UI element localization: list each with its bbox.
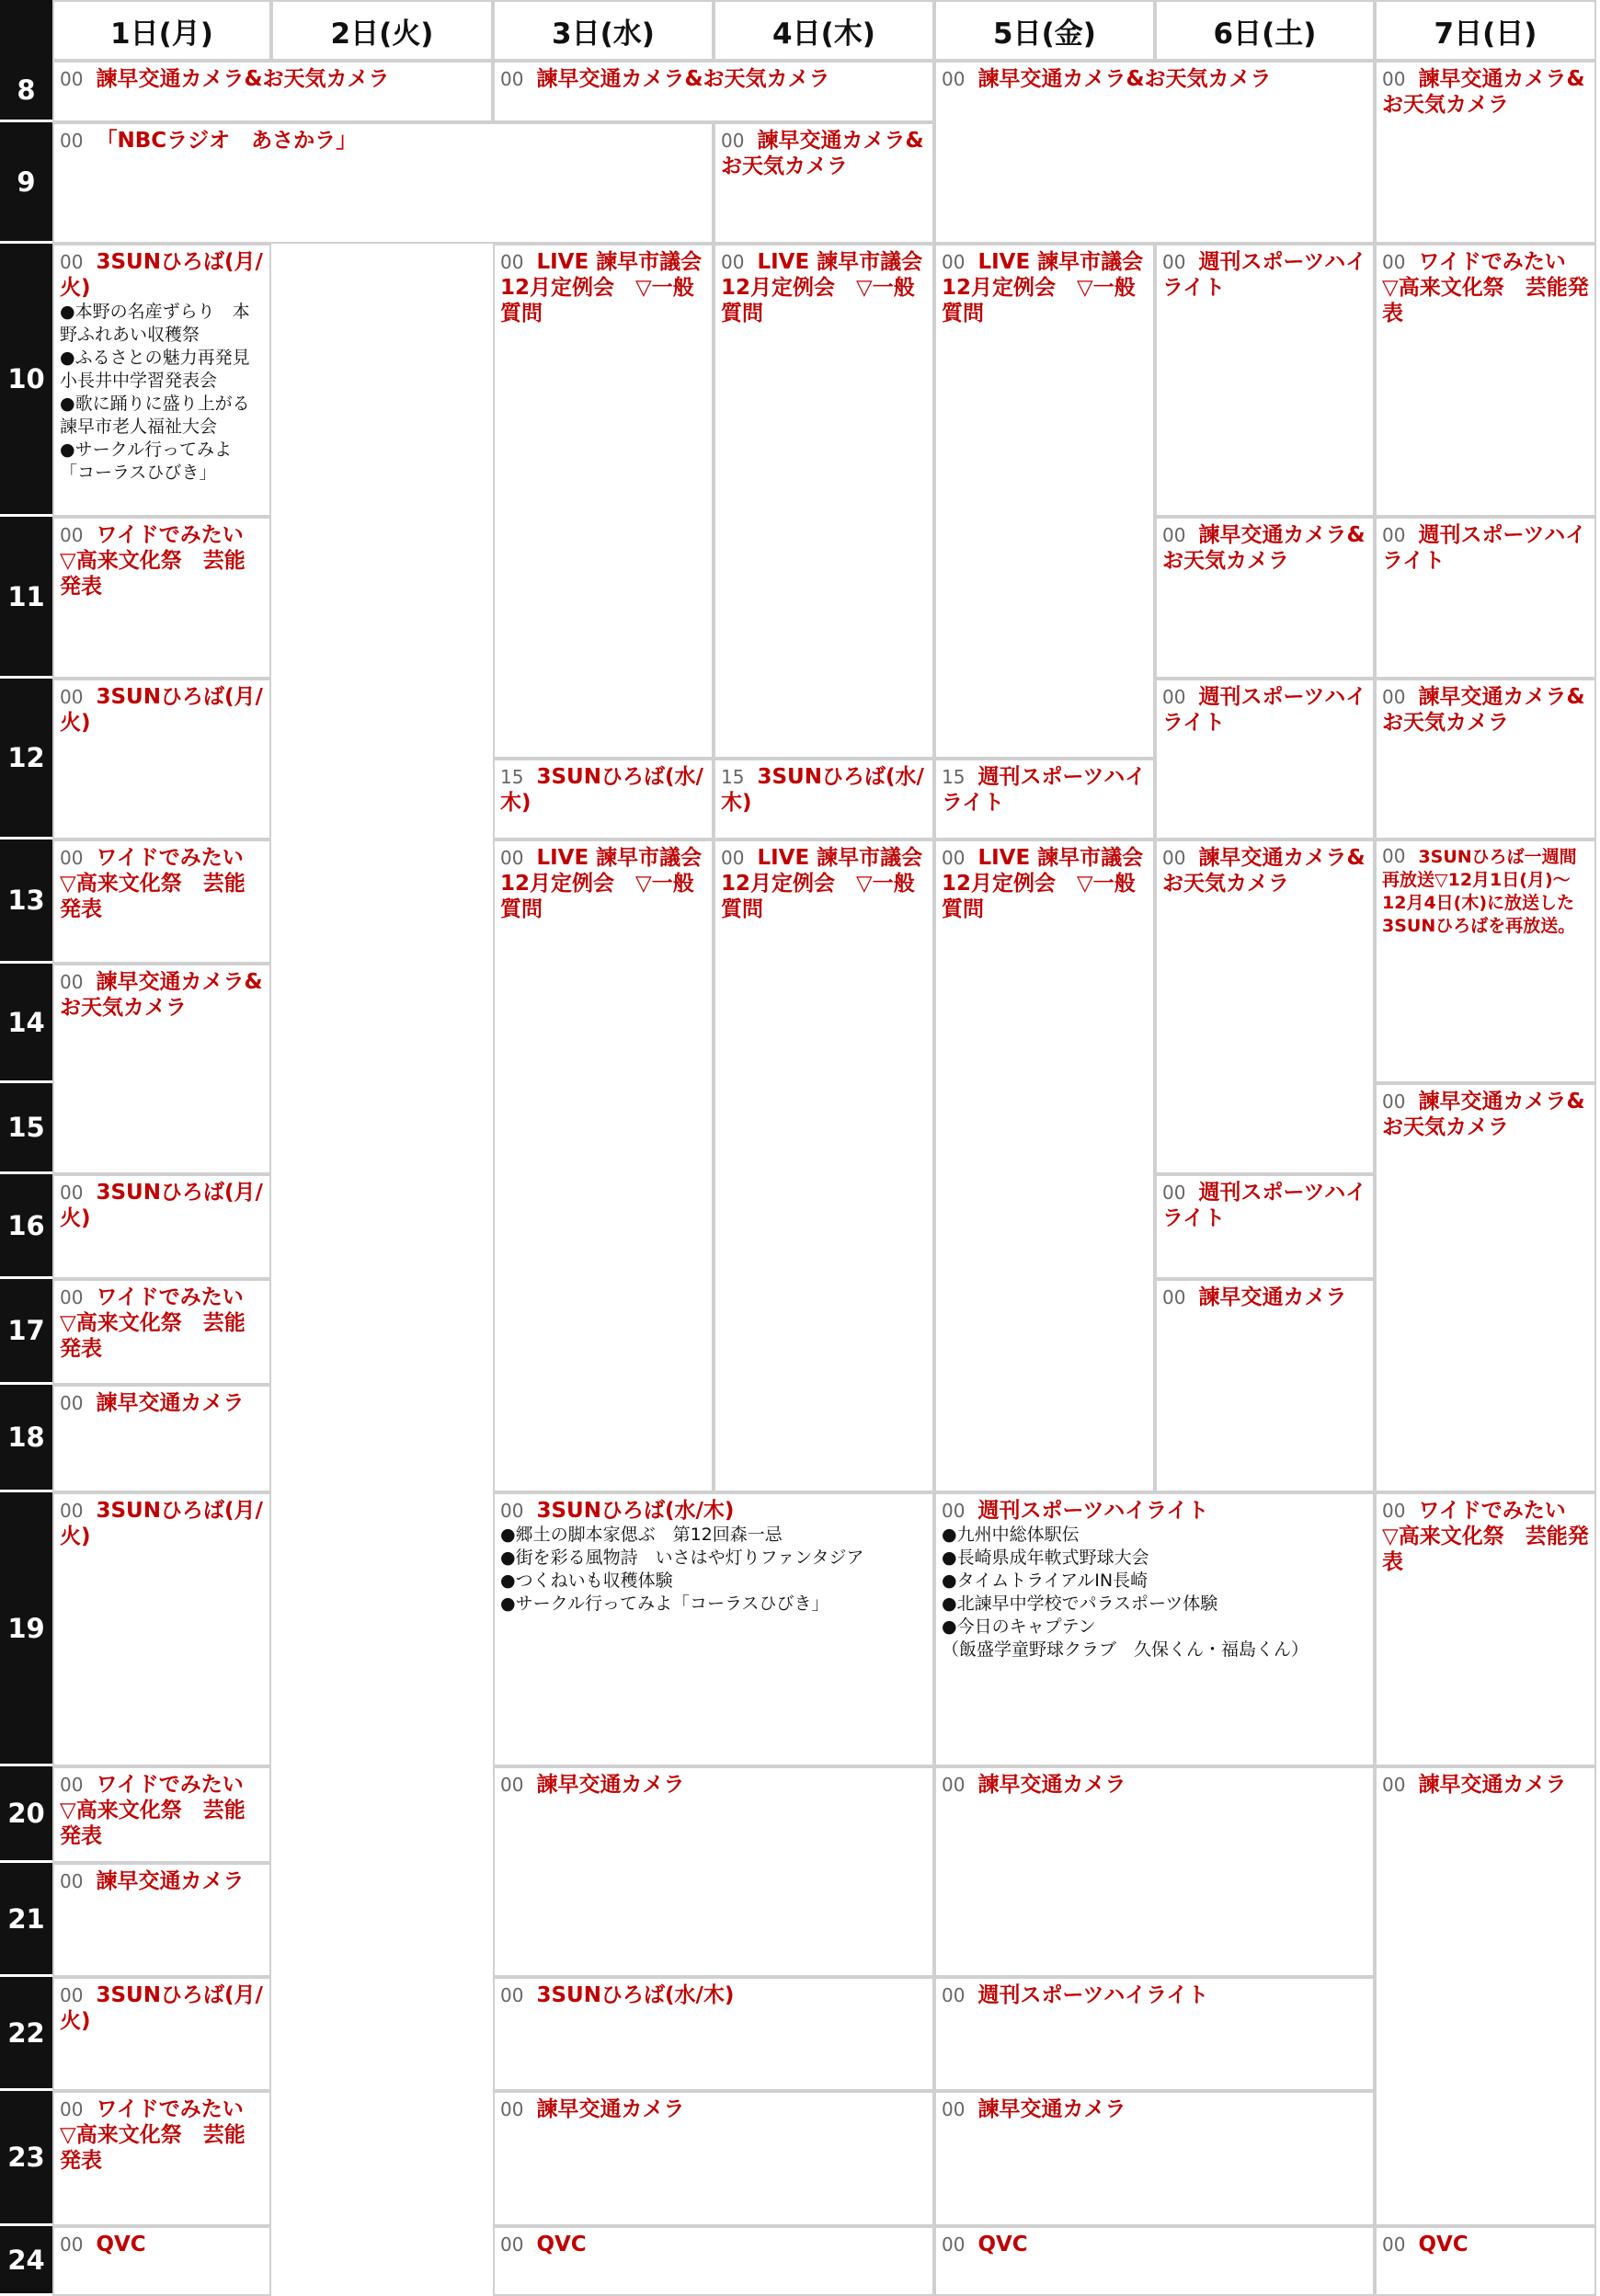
program-mon-1800[interactable] — [52, 1385, 271, 1492]
hour-label: 12 — [0, 679, 52, 840]
program-title: 諫早交通カメラ&お天気カメラ — [60, 970, 263, 1020]
program-sun-2000[interactable] — [1375, 1766, 1596, 2226]
program-mon-2300[interactable] — [52, 2091, 271, 2226]
program-title: ワイドでみたい ▽高来文化祭 芸能発表 — [1382, 250, 1589, 326]
program-title: 3SUNひろば(水/木) — [721, 765, 924, 815]
start-minute: 00 — [721, 130, 745, 152]
program-title: 3SUNひろば(月/火) — [60, 685, 263, 735]
program-title-line — [1382, 522, 1590, 574]
program-title: 諫早交通カメラ — [96, 1869, 245, 1893]
program-wed-1300[interactable] — [493, 840, 714, 1492]
start-minute: 00 — [942, 2098, 966, 2120]
hour-label: 18 — [0, 1385, 52, 1492]
program-title-line — [942, 1498, 1368, 1524]
program-title: ワイドでみたい ▽高来文化祭 芸能発表 — [60, 1773, 265, 1848]
program-detail-item: ●街を彩る風物詩 いさはや灯りファンタジア — [500, 1548, 864, 1568]
program-title-line — [500, 2232, 928, 2257]
hour-label: 24 — [0, 2226, 52, 2296]
program-fri-1300[interactable] — [934, 840, 1155, 1492]
program-detail-item: ●九州中総体駅伝 — [942, 1525, 1080, 1545]
start-minute: 00 — [60, 1182, 84, 1204]
start-minute: 15 — [721, 766, 745, 788]
hour-label: 11 — [0, 517, 52, 679]
program-title-line — [60, 2096, 265, 2174]
start-minute: 00 — [1162, 251, 1186, 273]
program-mon-1000[interactable] — [52, 244, 271, 517]
program-title: 諫早交通カメラ&お天気カメラ — [977, 67, 1272, 91]
program-thu-1215[interactable] — [714, 759, 934, 840]
program-title-line — [500, 764, 707, 816]
day-header: 7日(日) — [1375, 0, 1596, 61]
start-minute: 00 — [1382, 1091, 1406, 1113]
program-title: 「NBCラジオ あさかラ」 — [96, 129, 358, 153]
program-title: 諫早交通カメラ&お天気カメラ — [1382, 67, 1585, 117]
hour-label: 10 — [0, 244, 52, 517]
hour-label: 23 — [0, 2091, 52, 2226]
program-wed-thu-0800[interactable] — [493, 61, 934, 122]
program-fri-1900[interactable] — [934, 1492, 1375, 1766]
program-mon-1600[interactable] — [52, 1174, 271, 1279]
program-detail-item: ●サークル行ってみよ「コーラスひびき」 — [60, 440, 233, 483]
start-minute: 00 — [60, 1774, 84, 1796]
program-mon-1200[interactable] — [52, 679, 271, 840]
program-mon-1400[interactable] — [52, 964, 271, 1174]
program-title: 諫早交通カメラ — [1418, 1773, 1567, 1797]
program-wed-2300[interactable] — [493, 2091, 934, 2226]
program-sun-1500[interactable] — [1375, 1083, 1596, 1492]
program-mon-2400[interactable] — [52, 2226, 271, 2296]
program-sat-1200[interactable] — [1155, 679, 1375, 840]
program-title: 諫早交通カメラ&お天気カメラ — [721, 129, 924, 178]
day-header: 2日(火) — [271, 0, 493, 61]
program-wed-1215[interactable] — [493, 759, 714, 840]
program-title-line — [942, 2096, 1368, 2122]
start-minute: 00 — [500, 1774, 524, 1796]
program-title-line — [1162, 1180, 1368, 1231]
hour-label: 9 — [0, 122, 52, 244]
program-mon-1900[interactable] — [52, 1492, 271, 1766]
program-sat-1000[interactable] — [1155, 244, 1375, 517]
start-minute: 00 — [60, 2098, 84, 2120]
start-minute: 00 — [60, 68, 84, 90]
start-minute: 00 — [1382, 524, 1406, 546]
start-minute: 00 — [500, 68, 524, 90]
program-title: ワイドでみたい ▽高来文化祭 芸能発表 — [60, 846, 265, 921]
program-title: QVC — [977, 2233, 1028, 2256]
program-title-line — [1382, 1498, 1590, 1575]
program-mon-tue-0800[interactable] — [52, 61, 493, 122]
program-title-line — [60, 522, 265, 600]
program-title-line — [60, 1868, 265, 1894]
program-title-line — [1382, 2232, 1590, 2257]
program-fri-2400[interactable] — [934, 2226, 1375, 2296]
program-thu-1300[interactable] — [714, 840, 934, 1492]
program-title-line — [60, 1390, 265, 1416]
start-minute: 00 — [1162, 1286, 1186, 1308]
program-title-line — [1382, 249, 1590, 326]
program-title-line — [1162, 249, 1368, 301]
program-title-line — [60, 845, 265, 922]
program-title-line — [721, 764, 928, 816]
program-title: 諫早交通カメラ&お天気カメラ — [96, 67, 390, 91]
program-detail-item: ●ふるさとの魅力再発見 小長井中学習発表会 — [60, 348, 268, 391]
program-fri-2000[interactable] — [934, 1766, 1375, 1977]
start-minute: 00 — [1162, 524, 1186, 546]
program-title: 週刊スポーツハイライト — [977, 1499, 1209, 1523]
program-title-line — [500, 1982, 928, 2008]
start-minute: 00 — [1382, 1774, 1406, 1796]
program-sun-1100[interactable] — [1375, 517, 1596, 679]
start-minute: 00 — [942, 1774, 966, 1796]
hour-label: 22 — [0, 1977, 52, 2091]
program-sun-1000[interactable] — [1375, 244, 1596, 517]
start-minute: 00 — [1382, 845, 1406, 867]
program-detail-item: ●タイムトライアルIN長崎 — [942, 1571, 1149, 1591]
program-fri-2200[interactable] — [934, 1977, 1375, 2091]
program-sat-1700[interactable] — [1155, 1279, 1375, 1492]
start-minute: 00 — [942, 251, 966, 273]
start-minute: 00 — [500, 251, 524, 273]
program-sat-1600[interactable] — [1155, 1174, 1375, 1279]
program-title: 諫早交通カメラ — [536, 2097, 685, 2121]
program-title: ワイドでみたい ▽高来文化祭 芸能発表 — [60, 2097, 265, 2173]
program-title-line — [721, 128, 928, 179]
start-minute: 00 — [942, 2233, 966, 2256]
program-mon-2100[interactable] — [52, 1863, 271, 1977]
start-minute: 00 — [500, 2098, 524, 2120]
start-minute: 00 — [1382, 251, 1406, 273]
program-title-line — [1162, 522, 1368, 574]
program-title: 週刊スポーツハイライト — [1162, 685, 1367, 735]
program-mon-1100[interactable] — [52, 517, 271, 679]
program-title-line — [60, 969, 265, 1021]
program-title-line — [500, 845, 707, 922]
hour-label: 8 — [0, 61, 52, 122]
start-minute: 00 — [60, 847, 84, 869]
start-minute: 00 — [60, 686, 84, 708]
program-title-line — [500, 249, 707, 326]
program-detail-item: ●郷土の脚本家偲ぶ 第12回森一忌 — [500, 1525, 783, 1545]
program-sat-1100[interactable] — [1155, 517, 1375, 679]
program-title: 諫早交通カメラ — [96, 1391, 245, 1415]
program-title: QVC — [1418, 2233, 1469, 2256]
program-title-line — [1162, 845, 1368, 897]
start-minute: 00 — [1162, 1182, 1186, 1204]
day-header: 1日(月) — [52, 0, 271, 61]
program-wed-2200[interactable] — [493, 1977, 934, 2091]
program-wed-2400[interactable] — [493, 2226, 934, 2296]
start-minute: 00 — [942, 1500, 966, 1522]
start-minute: 00 — [60, 1286, 84, 1308]
program-title-line — [942, 66, 1368, 92]
program-title-line — [1382, 1772, 1590, 1798]
program-wed-1900[interactable] — [493, 1492, 934, 1766]
program-title-line — [1162, 1285, 1368, 1310]
program-wed-1000[interactable] — [493, 244, 714, 759]
program-detail-item: ●歌に踊りに盛り上がる 諫早市老人福祉大会 — [60, 394, 268, 437]
day-header: 6日(土) — [1155, 0, 1375, 61]
program-title-line — [60, 1982, 265, 2034]
start-minute: 15 — [500, 766, 524, 788]
program-sat-1300[interactable] — [1155, 840, 1375, 1174]
program-title-line — [1382, 845, 1590, 938]
program-title-line — [60, 684, 265, 736]
program-fri-2300[interactable] — [934, 2091, 1375, 2226]
start-minute: 00 — [60, 130, 84, 152]
program-title: 諫早交通カメラ — [977, 1773, 1126, 1797]
program-sun-1300[interactable] — [1375, 840, 1596, 1083]
program-title-line — [60, 128, 707, 154]
program-title: 諫早交通カメラ — [1198, 1285, 1347, 1309]
program-title: QVC — [536, 2233, 587, 2256]
program-title-line — [721, 249, 928, 326]
program-title-line — [500, 1772, 928, 1798]
program-mon-thu-0900[interactable] — [52, 122, 714, 244]
program-fri-1215[interactable] — [934, 759, 1155, 840]
program-title: 3SUNひろば(月/火) — [60, 1499, 263, 1548]
start-minute: 00 — [1382, 686, 1406, 708]
start-minute: 00 — [60, 1500, 84, 1522]
program-sun-2400[interactable] — [1375, 2226, 1596, 2296]
program-title-line — [60, 1285, 265, 1362]
program-wed-2000[interactable] — [493, 1766, 934, 1977]
start-minute: 00 — [1382, 68, 1406, 90]
program-detail-item: ●今日のキャプテン — [942, 1616, 1096, 1637]
program-title: ワイドでみたい ▽高来文化祭 芸能発表 — [60, 523, 265, 599]
program-title-line — [942, 249, 1149, 326]
start-minute: 00 — [60, 2233, 84, 2256]
start-minute: 00 — [60, 1870, 84, 1892]
start-minute: 00 — [500, 1984, 524, 2006]
program-mon-2000[interactable] — [52, 1766, 271, 1863]
start-minute: 00 — [942, 1984, 966, 2006]
program-title-line — [500, 66, 928, 92]
program-title: 諫早交通カメラ&お天気カメラ — [536, 67, 830, 91]
program-title: 3SUNひろば(月/火) — [60, 1181, 263, 1230]
program-title: LIVE 諫早市議会 12月定例会 ▽一般質問 — [500, 846, 703, 921]
program-sun-0800[interactable] — [1375, 61, 1596, 244]
program-title: ワイドでみたい ▽高来文化祭 芸能発表 — [60, 1285, 265, 1361]
hour-label: 21 — [0, 1863, 52, 1977]
program-title-line — [942, 2232, 1368, 2257]
program-title: 週刊スポーツハイライト — [1162, 250, 1367, 300]
start-minute: 00 — [942, 847, 966, 869]
hour-label: 14 — [0, 964, 52, 1083]
program-title: LIVE 諫早市議会 12月定例会 ▽一般質問 — [721, 250, 923, 326]
start-minute: 00 — [1382, 1500, 1406, 1522]
program-title: 諫早交通カメラ — [536, 1773, 685, 1797]
hour-label: 15 — [0, 1083, 52, 1174]
start-minute: 00 — [500, 847, 524, 869]
program-thu-0900[interactable] — [714, 122, 934, 244]
start-minute: 00 — [721, 251, 745, 273]
program-title: 週刊スポーツハイライト — [1162, 1181, 1367, 1230]
day-header: 5日(金) — [934, 0, 1155, 61]
program-detail-item: （飯盛学童野球クラブ 久保くん・福島くん） — [942, 1639, 1309, 1660]
corner-cell — [0, 0, 52, 61]
program-sun-1200[interactable] — [1375, 679, 1596, 840]
program-title-line — [60, 249, 265, 301]
start-minute: 00 — [500, 1500, 524, 1522]
program-title-line — [942, 1982, 1368, 2008]
start-minute: 00 — [60, 1984, 84, 2006]
program-title: 諫早交通カメラ&お天気カメラ — [1382, 685, 1585, 735]
program-title-line — [60, 66, 486, 92]
program-title-line — [60, 2232, 265, 2257]
program-title-line — [60, 1772, 265, 1849]
start-minute: 00 — [1162, 847, 1186, 869]
program-title: 3SUNひろば(月/火) — [60, 1983, 263, 2033]
program-title: 週刊スポーツハイライト — [977, 1983, 1209, 2007]
start-minute: 00 — [60, 251, 84, 273]
program-title: 諫早交通カメラ&お天気カメラ — [1162, 846, 1366, 896]
program-title-line — [1382, 1089, 1590, 1140]
program-title: 週刊スポーツハイライト — [1382, 523, 1587, 573]
hour-label: 19 — [0, 1492, 52, 1766]
start-minute: 00 — [60, 971, 84, 993]
program-fri-sat-0800[interactable] — [934, 61, 1375, 244]
program-detail-item: ●北諫早中学校でパラスポーツ体験 — [942, 1593, 1218, 1614]
start-minute: 00 — [60, 1392, 84, 1414]
hour-label: 13 — [0, 840, 52, 964]
program-title: 3SUNひろば(水/木) — [500, 765, 703, 815]
program-title-line — [942, 845, 1149, 922]
program-title-line — [60, 1498, 265, 1549]
start-minute: 00 — [60, 524, 84, 546]
program-fri-1000[interactable] — [934, 244, 1155, 759]
program-title: 週刊スポーツハイライト — [942, 765, 1147, 815]
program-sun-1900[interactable] — [1375, 1492, 1596, 1766]
program-title: 諫早交通カメラ — [977, 2097, 1126, 2121]
program-title-line — [942, 1772, 1368, 1798]
program-title: 3SUNひろば(水/木) — [536, 1983, 735, 2007]
program-title: 3SUNひろば(水/木) — [536, 1499, 735, 1523]
program-mon-1300[interactable] — [52, 840, 271, 964]
start-minute: 15 — [942, 766, 966, 788]
program-mon-1700[interactable] — [52, 1279, 271, 1385]
program-title: 3SUNひろば(月/火) — [60, 250, 263, 300]
start-minute: 00 — [942, 68, 966, 90]
program-detail-item: ●サークル行ってみよ「コーラスひびき」 — [500, 1593, 829, 1614]
hour-label: 16 — [0, 1174, 52, 1279]
program-title-line — [1162, 684, 1368, 736]
program-title-line — [500, 1498, 928, 1524]
program-title: 3SUNひろば一週間再放送▽12月1日(月)～12月4日(木)に放送した3SUNひろばを再放送。 — [1382, 847, 1577, 936]
program-detail-item: ●長崎県成年軟式野球大会 — [942, 1548, 1149, 1568]
program-title: LIVE 諫早市議会 12月定例会 ▽一般質問 — [500, 250, 703, 326]
program-title: LIVE 諫早市議会 12月定例会 ▽一般質問 — [721, 846, 923, 921]
program-title-line — [721, 845, 928, 922]
day-header: 3日(水) — [493, 0, 714, 61]
program-thu-1000[interactable] — [714, 244, 934, 759]
program-title-line — [1382, 66, 1590, 118]
program-title: LIVE 諫早市議会 12月定例会 ▽一般質問 — [942, 250, 1144, 326]
hour-label: 20 — [0, 1766, 52, 1863]
program-detail-item: ●本野の名産ずらり 本野ふれあい収穫祭 — [60, 302, 250, 345]
program-title: ワイドでみたい ▽高来文化祭 芸能発表 — [1382, 1499, 1589, 1574]
program-mon-2200[interactable] — [52, 1977, 271, 2091]
start-minute: 00 — [1382, 2233, 1406, 2256]
program-title-line — [60, 1180, 265, 1231]
program-title: LIVE 諫早市議会 12月定例会 ▽一般質問 — [942, 846, 1144, 921]
start-minute: 00 — [721, 847, 745, 869]
program-title: 諫早交通カメラ&お天気カメラ — [1162, 523, 1366, 573]
program-title-line — [1382, 684, 1590, 736]
hour-label: 17 — [0, 1279, 52, 1385]
program-title-line — [500, 2096, 928, 2122]
program-detail-item: ●つくねいも収穫体験 — [500, 1571, 673, 1591]
program-title-line — [942, 764, 1149, 816]
start-minute: 00 — [1162, 686, 1186, 708]
program-title: 諫早交通カメラ&お天気カメラ — [1382, 1090, 1585, 1139]
start-minute: 00 — [500, 2233, 524, 2256]
day-header: 4日(木) — [714, 0, 934, 61]
program-title: QVC — [96, 2233, 146, 2256]
